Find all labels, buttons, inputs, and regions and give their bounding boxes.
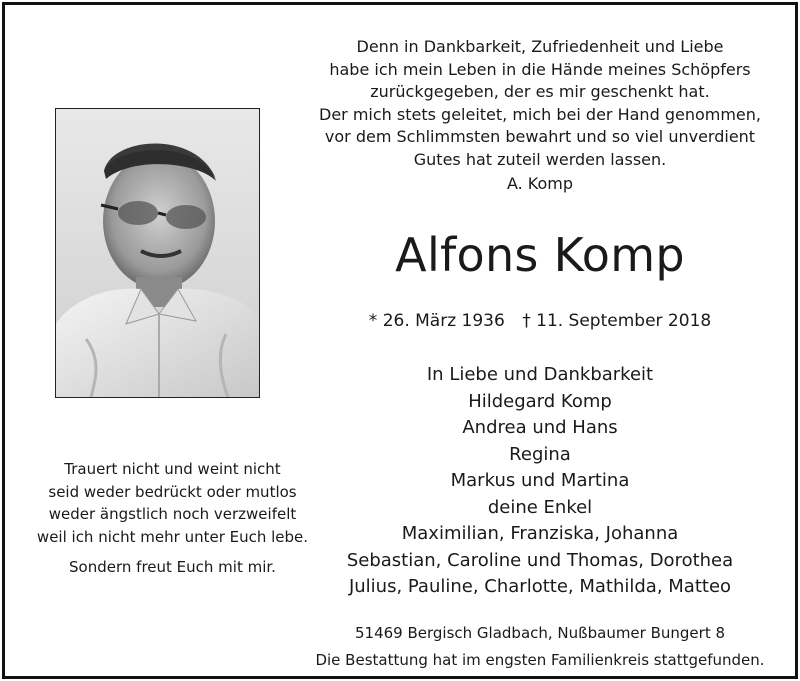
poem-line: habe ich mein Leben in die Hände meines Schöpfers (329, 59, 751, 79)
poem-line: seid weder bedrückt oder mutlos (48, 482, 297, 501)
mourner-line: Julius, Pauline, Charlotte, Mathilda, Matteo (348, 576, 732, 597)
death-date: † 11. September 2018 (522, 311, 712, 331)
poem-line: Der mich stets geleitet, mich bei der Hand genommen, (319, 104, 761, 124)
poem-line: vor dem Schlimmsten bewahrt und so viel unverdient (324, 127, 756, 146)
mourner-line: Regina (509, 443, 571, 465)
poem-author: A. Komp (506, 174, 574, 193)
poem-line: weil ich nicht mehr unter Euch lebe. (36, 527, 309, 546)
deceased-name: Alfons Komp (395, 228, 685, 282)
poem-line: Gutes hat zuteil werden lassen. (413, 149, 667, 169)
poem-line: weder ängstlich noch verzweifelt (48, 505, 297, 523)
mourner-line: Sebastian, Caroline und Thomas, Dorothea (346, 549, 734, 571)
poem-line: Denn in Dankbarkeit, Zufriedenheit und Liebe (356, 37, 724, 56)
mourner-line: deine Enkel (487, 496, 593, 518)
mourner-line: Hildegard Komp (468, 390, 612, 412)
mourner-line: Andrea und Hans (462, 417, 618, 438)
funeral-note: Die Bestattung hat im engsten Familienkreis stattgefunden. (315, 651, 765, 669)
life-dates (300, 311, 780, 331)
mourner-line: In Liebe und Dankbarkeit (426, 364, 654, 385)
mourner-line: Maximilian, Franziska, Johanna (401, 523, 679, 544)
mourners-list (300, 362, 780, 601)
poem-line: Sondern freut Euch mit mir. (69, 558, 276, 576)
mourner-line: Markus und Martina (450, 470, 630, 491)
address: 51469 Bergisch Gladbach, Nußbaumer Bungert 8 (354, 624, 726, 642)
top-poem (300, 36, 780, 171)
birth-date: * 26. März 1936 (368, 311, 505, 331)
poem-line: zurückgegeben, der es mir geschenkt hat. (370, 82, 710, 101)
left-poem (20, 458, 325, 579)
poem-line: Trauert nicht und weint nicht (64, 460, 281, 478)
portrait-photo (55, 108, 260, 398)
